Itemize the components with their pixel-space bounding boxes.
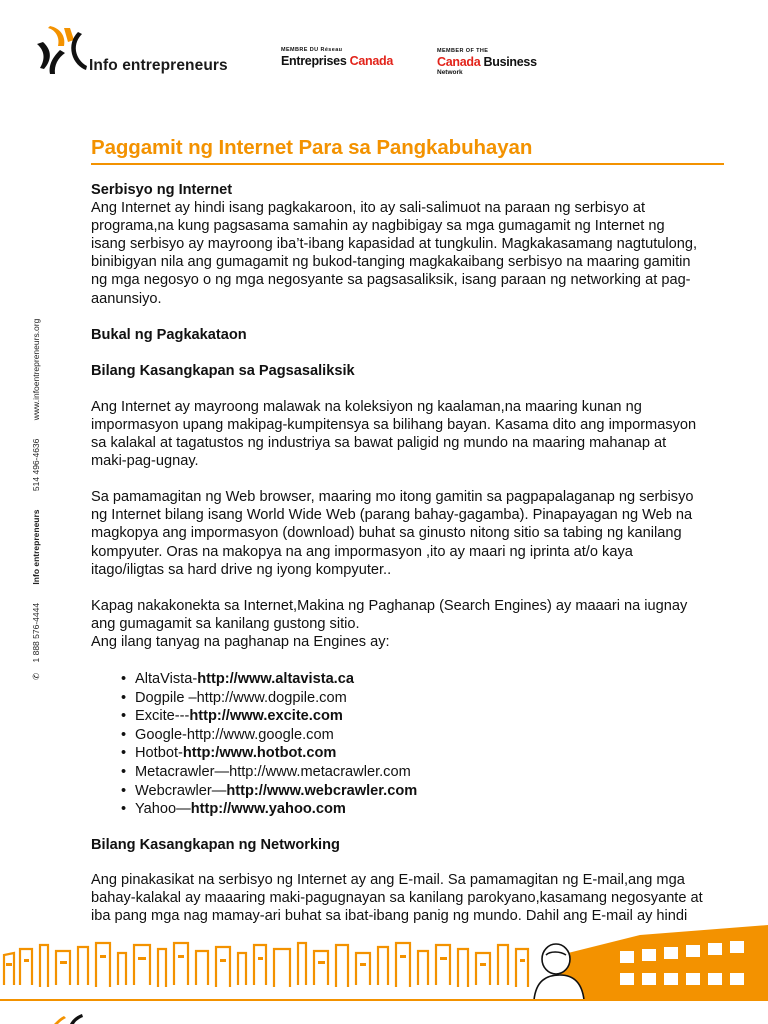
canada-business-network-logo	[437, 48, 537, 76]
engine-link[interactable]: http:/www.hotbot.com	[182, 745, 337, 762]
paragraph-line: impormasyon upang makipag-kumpitensya sa bilihang bayan. Kasama dito ang impormasyon	[91, 416, 697, 433]
paragraph-line: itago/iligtas sa hard drive ng iyong kompyuter..	[91, 561, 392, 578]
paragraph-line: magkopya ang impormasyon (download) buhat sa ginusto nitong sitio sa tabing ng kanilang	[91, 525, 682, 542]
engine-link[interactable]: http://www.yahoo.com	[190, 801, 346, 818]
list-item: • Google-http://www.google.com	[135, 726, 731, 745]
page-title: Paggamit ng Internet Para sa Pangkabuhayan	[91, 136, 533, 159]
title-divider	[91, 163, 724, 165]
paragraph-line: Kapag nakakonekta sa Internet,Makina ng Paghanap (Search Engines) ay maaari na iugnay	[91, 597, 688, 614]
paragraph-line: ng mga negosyo o ng mga negosyante sa pagsasaliksik, isang paraan ng networking at pag-	[91, 272, 691, 289]
cbn-small-text: MEMBER OF THE	[437, 48, 489, 54]
list-item: • Dogpile –http://www.dogpile.com	[135, 689, 731, 708]
section-heading-bukal: Bukal ng Pagkakataon	[91, 326, 247, 343]
paragraph-line: kompyuter. Oras na makopya na ang impormasyon ,ito ay maari ng iprinta at/o kaya	[91, 543, 633, 560]
side-tel: 514 496-4636	[31, 438, 41, 492]
document-body	[91, 181, 731, 925]
engine-link[interactable]: http://www.altavista.ca	[197, 670, 354, 687]
list-item: • AltaVista-http://www.altavista.ca	[135, 670, 731, 689]
paragraph-line: binibigyan nila ang gumagamit ng bukod-tanging magkakaibang serbisyo na maaring gamitin	[91, 254, 691, 271]
paragraph-line: bahay-kalakal ay maaaring maki-pagugnayan sa kanilang parokyano,kasamang negosyante at	[91, 889, 703, 906]
section-heading-networking: Bilang Kasangkapan ng Networking	[91, 836, 340, 853]
engine-link[interactable]: http://www.google.com	[186, 726, 334, 743]
paragraph-line: Ang Internet ay mayroong malawak na koleksiyon ng kaalaman,na maaring kunan ng	[91, 398, 642, 415]
phone-icon: ✆	[31, 672, 41, 680]
list-item: • Webcrawler—http://www.webcrawler.com	[135, 782, 731, 801]
paragraph-line: ng Internet bilang isang World Wide Web (parang bahay-gagamba). Pinapayagan ng Web na	[91, 507, 693, 524]
entreprises-canada-logo	[281, 47, 393, 68]
footer-illustration-icon	[0, 915, 768, 1015]
section-heading-pagsasaliksik: Bilang Kasangkapan sa Pagsasaliksik	[91, 362, 355, 379]
side-org: Info entrepreneurs	[31, 509, 41, 585]
paragraph-line: Ang pinakasikat na serbisyo ng Internet ay ang E-mail. Sa pamamagitan ng E-mail,ang mga	[91, 871, 685, 888]
engine-link[interactable]: http://www.excite.com	[189, 708, 343, 725]
list-item: • Excite---http://www.excite.com	[135, 707, 731, 726]
search-engine-list	[91, 670, 731, 819]
cbn-network-text: Network	[437, 69, 463, 76]
info-entrepreneurs-logo-icon	[34, 24, 90, 76]
list-item: • Hotbot-http:/www.hotbot.com	[135, 744, 731, 763]
engine-link[interactable]: http://www.metacrawler.com	[229, 763, 411, 780]
ec-word1: Entreprises	[281, 54, 347, 68]
side-contact-strip	[31, 319, 42, 680]
side-phone: 1 888 576-4444	[31, 602, 41, 663]
bottom-logo-fragment-icon	[50, 1014, 90, 1024]
paragraph-line: Sa pamamagitan ng Web browser, maaring mo itong gamitin sa pagpapalaganap ng serbisyo	[91, 489, 694, 506]
section-heading-serbisyo: Serbisyo ng Internet	[91, 182, 233, 198]
engine-link[interactable]: http://www.webcrawler.com	[226, 782, 418, 799]
paragraph-line: aanunsiyo.	[91, 290, 162, 307]
paragraph-line: sa kalakal at tagatustos ng industriya sa bawat paligid ng mundo na maaring mahanap at	[91, 435, 667, 452]
engine-link[interactable]: http://www.dogpile.com	[196, 689, 347, 706]
paragraph-line: programa,na kung pagsasama samahin ay nagbibigay sa mga gumagamit ng Internet ng	[91, 218, 665, 235]
cbn-word2: Business	[483, 55, 537, 69]
logo-text: Info entrepreneurs	[89, 57, 228, 74]
cbn-word1: Canada	[437, 55, 481, 69]
list-item: • Metacrawler—http://www.metacrawler.com	[135, 763, 731, 782]
cbn-big-text	[437, 55, 537, 69]
paragraph-line: ang gumagamit sa kanilang gustong sitio.	[91, 615, 360, 632]
paragraph-line: isang serbisyo ay mayroong iba’t-ibang kapasidad at tungkulin. Magkakasamang nagtutulong,	[91, 236, 698, 253]
paragraph-line: Ang Internet ay hindi isang pagkakaroon, ito ay sali-salimuot na paraan ng serbisyo at	[91, 200, 646, 217]
paragraph-line: maki-pag-ugnay.	[91, 453, 199, 470]
paragraph-line: iba pang mga nag mamay-ari buhat sa ibat-ibang panig ng mundo. Dahil ang E-mail ay hindi	[91, 908, 688, 924]
list-item: • Yahoo—http://www.yahoo.com	[135, 800, 731, 819]
ec-word2: Canada	[349, 54, 394, 68]
ec-big-text	[281, 54, 393, 68]
side-web[interactable]: www.infoentrepreneurs.org	[31, 318, 41, 421]
paragraph-line: Ang ilang tanyag na paghanap na Engines ay:	[91, 633, 390, 650]
ec-small-text: MEMBRE DU Réseau	[281, 47, 343, 53]
